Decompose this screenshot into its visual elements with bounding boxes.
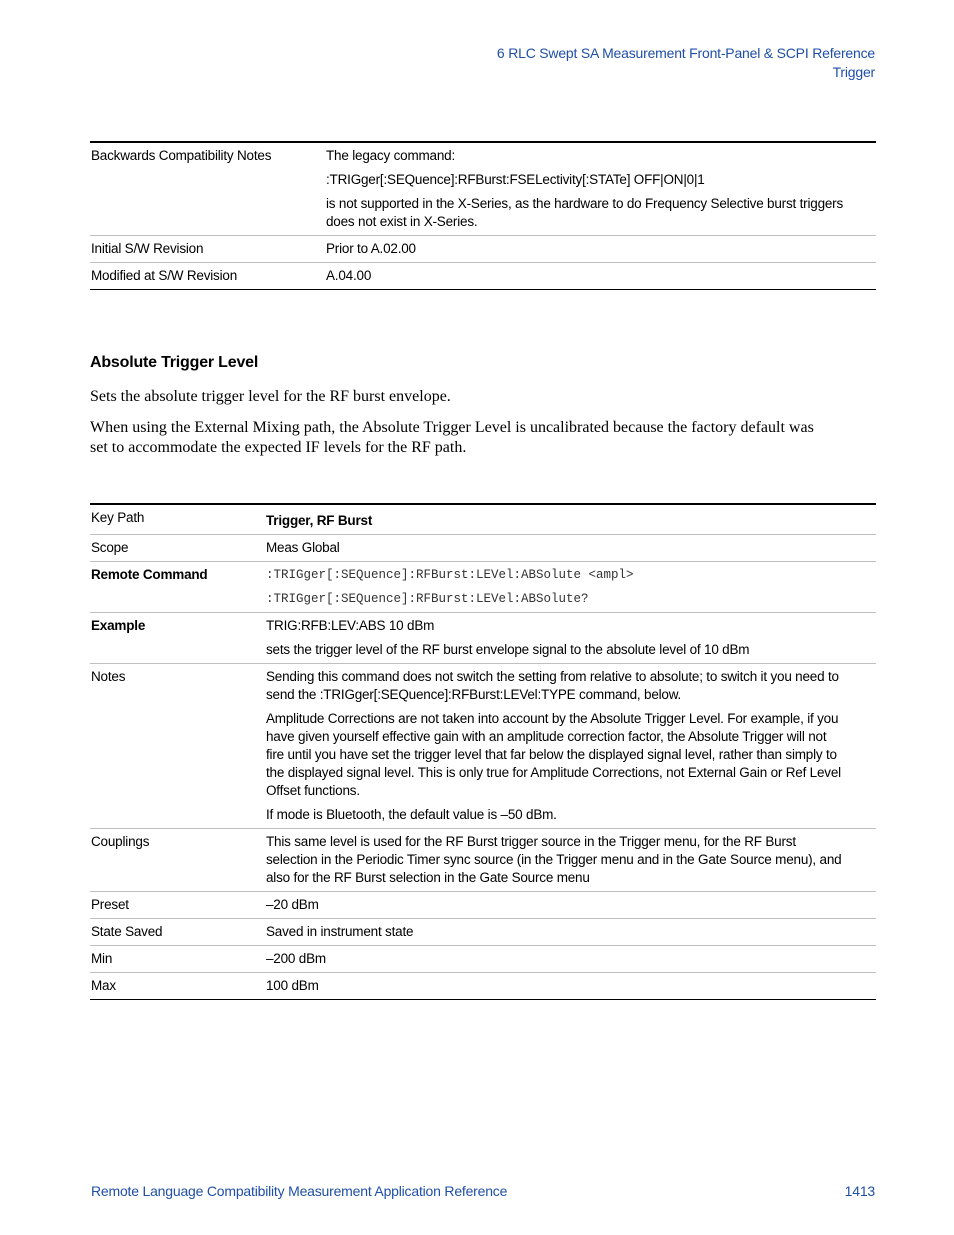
compatibility-table	[90, 141, 876, 290]
row-key: Couplings	[90, 829, 265, 892]
row-key: Remote Command	[90, 562, 265, 613]
row-key: Key Path	[90, 504, 265, 535]
command-line: :TRIGger[:SEQuence]:RFBurst:LEVel:ABSolute?	[266, 592, 589, 606]
row-key: Min	[90, 946, 265, 973]
section-title: Absolute Trigger Level	[90, 354, 259, 371]
table-row	[90, 613, 876, 664]
table-row	[90, 504, 876, 535]
row-key: Modified at S/W Revision	[90, 263, 325, 290]
value-line: Amplitude Corrections are not taken into account by the Absolute Trigger Level. For example, if you have given yourself effective gain with an amplitude correction factor, the Absolute Trigger will not fire until you have set the trigger level that far below the displayed signal level, rather than simply to the displayed signal level. This is only true for Amplitude Corrections, not External Gain or Ref Level Offset functions.	[266, 711, 841, 798]
page-number: 1413	[844, 1183, 875, 1199]
paragraph: When using the External Mixing path, the Absolute Trigger Level is uncalibrated because the factory default was set to accommodate the expected IF levels for the RF path.	[90, 419, 814, 456]
row-key: Notes	[90, 664, 265, 829]
table-row	[90, 142, 876, 236]
row-value: Saved in instrument state	[265, 919, 876, 946]
table-row	[90, 263, 876, 290]
paragraph: Sets the absolute trigger level for the RF burst envelope.	[90, 388, 451, 405]
value-line: Sending this command does not switch the setting from relative to absolute; to switch it you need to send the :TRIGger[:SEQuence]:RFBurst:LEVel:TYPE command, below.	[266, 669, 839, 702]
running-header	[497, 44, 875, 82]
row-value: A.04.00	[325, 263, 876, 290]
table-row	[90, 892, 876, 919]
table-row	[90, 664, 876, 829]
value-line: sets the trigger level of the RF burst envelope signal to the absolute level of 10 dBm	[266, 642, 750, 657]
row-value: Trigger, RF Burst	[265, 504, 876, 535]
header-chapter: 6 RLC Swept SA Measurement Front-Panel & SCPI Reference	[496, 45, 875, 61]
row-key: Backwards Compatibility Notes	[90, 142, 325, 236]
row-value	[265, 664, 876, 829]
table-row	[90, 919, 876, 946]
row-value: Prior to A.02.00	[325, 236, 876, 263]
row-value: –200 dBm	[265, 946, 876, 973]
table-row	[90, 946, 876, 973]
running-footer	[91, 1183, 875, 1199]
table-row	[90, 562, 876, 613]
row-value: Meas Global	[265, 535, 876, 562]
row-key: State Saved	[90, 919, 265, 946]
table-row	[90, 236, 876, 263]
row-value	[265, 562, 876, 613]
row-value	[325, 142, 876, 236]
value-line: If mode is Bluetooth, the default value is –50 dBm.	[266, 807, 557, 822]
row-key: Preset	[90, 892, 265, 919]
table-row	[90, 973, 876, 1000]
value-line: The legacy command:	[326, 148, 456, 163]
header-section: Trigger	[832, 64, 875, 80]
table-row	[90, 535, 876, 562]
row-value	[265, 613, 876, 664]
row-key: Initial S/W Revision	[90, 236, 325, 263]
command-table	[90, 503, 876, 1000]
row-key: Max	[90, 973, 265, 1000]
value-line: is not supported in the X-Series, as the hardware to do Frequency Selective burst triggers does not exist in X-Series.	[326, 196, 844, 229]
row-value: 100 dBm	[265, 973, 876, 1000]
row-value: This same level is used for the RF Burst trigger source in the Trigger menu, for the RF Burst selection in the Periodic Timer sync source (in the Trigger menu and in the Gate Source menu), and also for the RF Burst selection in the Gate Source menu	[265, 829, 876, 892]
footer-title: Remote Language Compatibility Measurement Application Reference	[91, 1183, 508, 1199]
row-key: Scope	[90, 535, 265, 562]
row-key: Example	[90, 613, 265, 664]
table-row	[90, 829, 876, 892]
value-line: :TRIGger[:SEQuence]:RFBurst:FSELectivity[:STATe] OFF|ON|0|1	[326, 172, 705, 187]
row-value: –20 dBm	[265, 892, 876, 919]
value-line: TRIG:RFB:LEV:ABS 10 dBm	[266, 618, 435, 633]
command-line: :TRIGger[:SEQuence]:RFBurst:LEVel:ABSolute <ampl>	[266, 568, 634, 582]
